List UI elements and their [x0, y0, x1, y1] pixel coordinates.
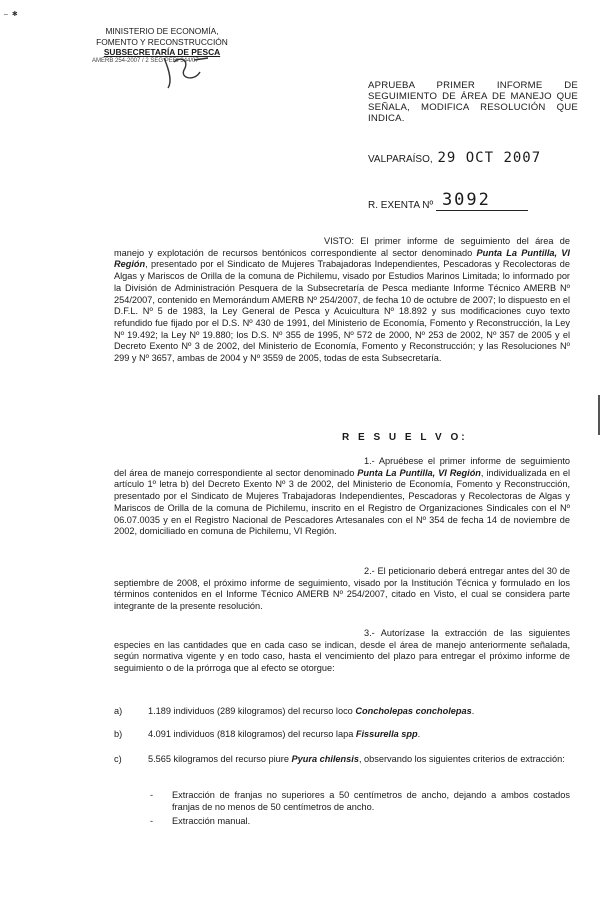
- resolution-number: 3092: [436, 190, 528, 211]
- article-1-place: Punta La Puntilla, VI Región: [357, 467, 481, 478]
- list-item-a-species: Concholepas concholepas: [355, 706, 472, 716]
- list-item-b-text: [148, 729, 570, 741]
- article-2: [114, 566, 570, 613]
- criteria-bullet-1-text: Extracción de franjas no superiores a 50 centímetros de ancho, dejando a ambos costados franjas de no menos de 50 centímetros de ancho.: [172, 790, 570, 812]
- visto-label: VISTO:: [324, 236, 354, 246]
- article-1: [114, 456, 570, 538]
- criteria-bullet-2-text: Extracción manual.: [172, 816, 251, 826]
- criteria-bullet-2: [150, 816, 570, 828]
- list-item-c-end: , observando los siguientes criterios de extracción:: [358, 754, 565, 764]
- list-item-c-text: [148, 754, 570, 766]
- article-1-text-2: , individualizada en el artículo 1º letra b) del Decreto Exento Nº 3 de 2002, del Ministerio de Economía, Fomento y Reconstrucción, presentado por el Sindicato de Mujeres Trabajadoras Independientes, Pescadoras y Recolectoras de Algas y Mariscos de Orilla de la comuna de Pichilemu, inscrito en el Registro de Organizaciones Sindicales con el Nº 06.07.0035 y en el Registro Nacional de Pescadores Artesanales con el Nº 354 de fecha 14 de noviembre de 2002, domiciliado en comuna de Pichilemu, VI Región.: [114, 467, 570, 537]
- list-item-c-label: c): [114, 754, 122, 764]
- list-item-a-body: 1.189 individuos (289 kilogramos) del recurso loco: [148, 706, 356, 716]
- date-stamp: 29 OCT 2007: [437, 150, 542, 166]
- article-3-text: Autorízase la extracción de las siguientes especies en las cantidades que en cada caso se indican, desde el área de manejo anteriormente señalada, según normativa vigente y en todo caso, hasta el vencimiento del plazo para entregar el próximo informe de seguimiento o de la prórroga que al efecto se otorgue:: [114, 628, 570, 674]
- list-item-b-body: 4.091 individuos (818 kilogramos) del recurso lapa: [148, 729, 356, 739]
- bullet-dash: -: [150, 816, 154, 826]
- resolution-number-line: [368, 190, 588, 211]
- handwritten-initials: [150, 52, 230, 92]
- visto-text-2: , presentado por el Sindicato de Mujeres Trabajadoras Independientes, Pescadoras y Recolectoras de Algas y Mariscos de Orilla de la comuna de Pichilemu, visado por Estudios Marinos Limitada; lo informado por la División de Administración Pesquera de la Subsecretaría de Pesca mediante Informe Técnico AMERB Nº 254/2007, contenido en Memorándum AMERB Nº 254/2007, de fecha 10 de octubre de 2007; lo dispuesto en el D.F.L. Nº 5 de 1983, la Ley General de Pesca y Acuicultura Nº 18.892 y sus modificaciones cuyo texto refundido fue fijado por el D.S. Nº 430 de 1991, del Ministerio de Economía, Fomento y Reconstrucción, la Ley Nº 19.492; la Ley Nº 19.880; los D.S. Nº 355 de 1995, Nº 572 de 2000, Nº 253 de 2002, Nº 357 de 2005 y el Decreto Exento Nº 3 de 2002, del Ministerio de Economía, Fomento y Reconstrucción; y las Resoluciones Nº 299 y Nº 3657, ambas de 2004 y Nº 3559 de 2005, todas de esta Subsecretaría.: [114, 259, 570, 364]
- bullet-dash: -: [150, 790, 154, 800]
- list-item-c: [114, 754, 570, 766]
- dateline: [368, 150, 588, 166]
- list-item-b-label: b): [114, 729, 123, 739]
- list-item-a: [114, 706, 570, 718]
- resuelvo-heading: R E S U E L V O:: [342, 432, 468, 443]
- list-item-c-species: Pyura chilensis: [291, 754, 359, 764]
- dateline-place: VALPARAÍSO,: [368, 154, 433, 165]
- article-1-number: 1.-: [364, 456, 375, 466]
- article-2-number: 2.-: [364, 566, 375, 576]
- corner-mark: – ✱: [4, 11, 19, 18]
- resolution-subject: APRUEBA PRIMER INFORME DE SEGUIMIENTO DE ÁREA DE MANEJO QUE SEÑALA, MODIFICA RESOLUCIÓN QUE INDICA.: [368, 80, 578, 124]
- visto-place: Punta La Puntilla, VI Región: [114, 247, 570, 270]
- resolution-label: R. EXENTA Nº: [368, 200, 434, 211]
- visto-text: El primer informe de seguimiento del área de manejo y explotación de recursos bentónicos correspondiente al sector denominado: [114, 236, 570, 258]
- list-item-a-text: [148, 706, 570, 718]
- list-item-b-end: .: [417, 729, 421, 739]
- list-item-b-species: Fissurella spp: [355, 729, 418, 739]
- visto-paragraph: [114, 236, 570, 365]
- ministry-line-2: FOMENTO Y RECONSTRUCCIÓN: [96, 36, 228, 47]
- article-3: [114, 628, 570, 675]
- article-2-text: El peticionario deberá entregar antes del 30 de septiembre de 2008, el próximo informe de seguimiento, visado por la Institución Técnica y formulado en los términos contenidos en el Informe Técnico AMERB Nº 254/2007, citado en Visto, el cual se considera parte integrante de la presente resolución.: [114, 566, 570, 612]
- list-item-a-end: .: [471, 706, 475, 716]
- reference-code: AMERB 254-2007 / 2 SEG PERI 344/07: [92, 57, 199, 64]
- list-item-c-body: 5.565 kilogramos del recurso piure: [148, 754, 292, 764]
- article-3-number: 3.-: [364, 628, 375, 638]
- article-1-text: Apruébese el primer informe de seguimiento del área de manejo correspondiente al sector denominado: [114, 456, 570, 478]
- list-item-b: [114, 729, 570, 741]
- criteria-bullet-1: [150, 790, 570, 813]
- subsecretaria-line: SUBSECRETARÍA DE PESCA: [103, 47, 221, 57]
- ministry-line-1: MINISTERIO DE ECONOMÍA,: [105, 26, 219, 36]
- list-item-a-label: a): [114, 706, 123, 716]
